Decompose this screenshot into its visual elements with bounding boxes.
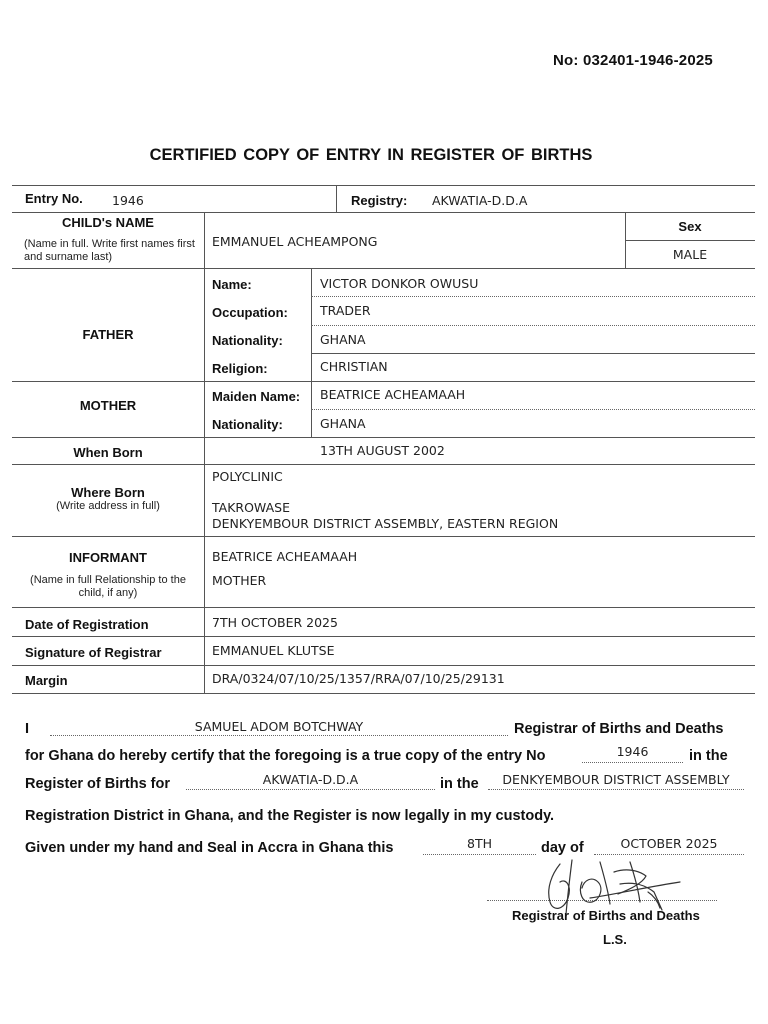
entry-no-line [582, 762, 683, 763]
entry-no-label: Entry No. [25, 191, 83, 206]
child-name-note: (Name in full. Write first names first and surname last) [24, 238, 195, 263]
margin-label: Margin [25, 673, 68, 688]
row-divider [12, 636, 755, 637]
row-divider [12, 381, 755, 382]
cert-district: DENKYEMBOUR DISTRICT ASSEMBLY [502, 772, 730, 787]
sex-label: Sex [678, 219, 702, 234]
document-title: CERTIFIED COPY OF ENTRY IN REGISTER OF BIRTHS [149, 146, 593, 164]
child-name-label: CHILD's NAME [62, 215, 154, 230]
cert-register-for: AKWATIA-D.D.A [262, 772, 359, 787]
registry-value: AKWATIA-D.D.A [432, 193, 528, 208]
father-religion-value: CHRISTIAN [320, 359, 388, 374]
sex-divider [625, 240, 755, 241]
father-religion-label: Religion: [212, 361, 268, 376]
sex-value: MALE [672, 247, 708, 262]
date-registration-label: Date of Registration [25, 617, 149, 632]
father-nationality-label: Nationality: [212, 333, 283, 348]
where-born-line1: POLYCLINIC [212, 469, 283, 484]
where-born-label: Where Born [71, 485, 145, 500]
cert-day-of: day of [541, 840, 584, 856]
row-divider [12, 665, 755, 666]
label-column-divider [204, 212, 205, 693]
row-divider [12, 268, 755, 269]
father-row-line [311, 296, 755, 297]
cert-registrar-name: SAMUEL ADOM BOTCHWAY [194, 719, 364, 734]
mother-maiden-value: BEATRICE ACHEAMAAH [320, 387, 466, 402]
certificate-number: No: 032401-1946-2025 [553, 52, 713, 69]
register-for-line [186, 789, 435, 790]
date-registration-value: 7TH OCTOBER 2025 [212, 615, 338, 630]
cert-line3-start: Register of Births for [25, 776, 171, 792]
margin-value: DRA/0324/07/10/25/1357/RRA/07/10/25/29131 [212, 671, 505, 686]
informant-name: BEATRICE ACHEAMAAH [212, 549, 358, 564]
cert-entry-no: 1946 [616, 744, 649, 759]
father-row-line [311, 325, 755, 326]
row-divider [12, 607, 755, 608]
entry-registry-divider [336, 185, 337, 212]
row-divider [12, 437, 755, 438]
informant-relationship: MOTHER [212, 573, 267, 588]
registrar-name-line [50, 735, 508, 736]
registry-label: Registry: [351, 193, 408, 208]
signature-registrar-value: EMMANUEL KLUTSE [212, 643, 335, 658]
cert-day: 8TH [467, 836, 492, 851]
father-row-line [311, 353, 755, 354]
where-born-line3: DENKYEMBOUR DISTRICT ASSEMBLY, EASTERN REGION [212, 516, 559, 531]
child-name-value: EMMANUEL ACHEAMPONG [212, 234, 378, 249]
day-line [423, 854, 536, 855]
cert-line1-end: Registrar of Births and Deaths [514, 721, 724, 737]
cert-line2-start: for Ghana do hereby certify that the foregoing is a true copy of the entry No [25, 748, 546, 764]
row-divider [12, 536, 755, 537]
father-name-label: Name: [212, 277, 252, 292]
registrar-title: Registrar of Births and Deaths [512, 908, 700, 923]
father-label: FATHER [82, 327, 134, 342]
father-name-value: VICTOR DONKOR OWUSU [320, 276, 479, 291]
mother-nationality-label: Nationality: [212, 417, 283, 432]
informant-note: (Name in full Relationship to the child, if any) [30, 574, 186, 599]
mother-label: MOTHER [79, 398, 137, 413]
cert-line2-end: in the [689, 748, 728, 764]
table-bottom-border [12, 693, 755, 694]
where-born-line2: TAKROWASE [212, 500, 290, 515]
informant-label: INFORMANT [69, 550, 147, 565]
father-occupation-value: TRADER [320, 303, 371, 318]
father-nationality-value: GHANA [320, 332, 366, 347]
seal-ls: L.S. [603, 932, 627, 947]
table-top-border [12, 185, 755, 186]
mother-nationality-value: GHANA [320, 416, 366, 431]
district-line [488, 789, 744, 790]
signature-registrar-label: Signature of Registrar [25, 645, 162, 660]
where-born-note: (Write address in full) [56, 500, 160, 512]
mother-row-line [311, 409, 755, 410]
row-divider [12, 212, 755, 213]
when-born-value: 13TH AUGUST 2002 [320, 443, 445, 458]
mother-maiden-label: Maiden Name: [212, 389, 301, 404]
cert-month-year: OCTOBER 2025 [620, 836, 718, 851]
entry-no-value: 1946 [112, 193, 144, 208]
cert-line5-start: Given under my hand and Seal in Accra in Ghana this [25, 840, 394, 856]
row-divider [12, 464, 755, 465]
father-occupation-label: Occupation: [212, 305, 288, 320]
cert-line4: Registration District in Ghana, and the Register is now legally in my custody. [25, 808, 555, 824]
cert-in-the: in the [440, 776, 479, 792]
when-born-label: When Born [73, 445, 143, 460]
cert-i-label: I [25, 721, 30, 737]
